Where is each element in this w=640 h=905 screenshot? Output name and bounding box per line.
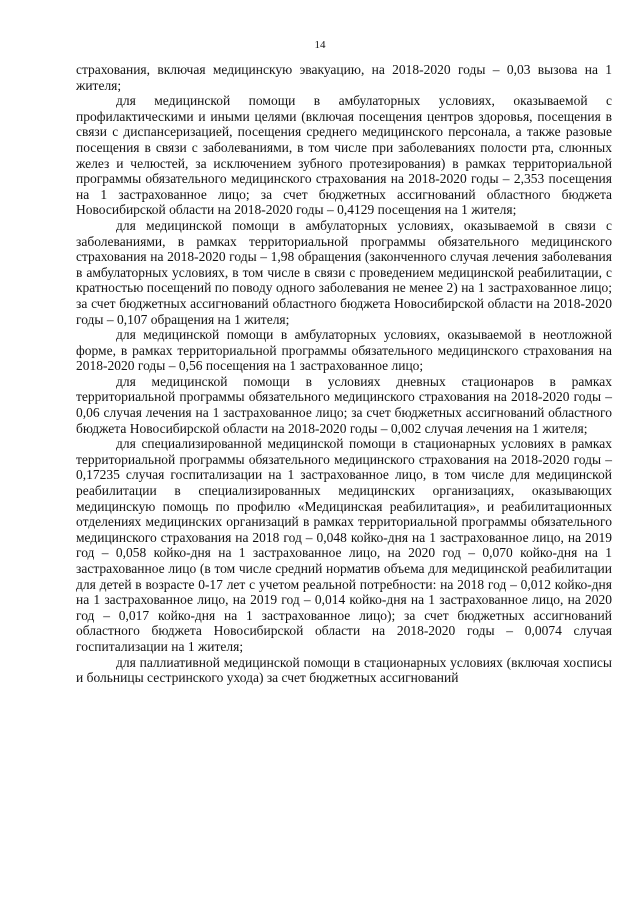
- paragraph-ambulatory-urgent: для медицинской помощи в амбулаторных условиях, оказываемой в неотложной форме, в рамках территориальной программы обязательного медицинского страхования на 2018-2020 годы – 0,56 посещения на 1 застрахованное лицо;: [76, 327, 612, 374]
- paragraph-day-hospital: для медицинской помощи в условиях дневных стационаров в рамках территориальной программы обязательного медицинского страхования на 2018-2020 годы – 0,06 случая лечения на 1 застрахованное лицо; за счет бюджетных ассигнований областного бюджета Новосибирской области на 2018-2020 годы – 0,002 случая лечения на 1 жителя;: [76, 373, 612, 436]
- paragraph-ambulatory-preventive: для медицинской помощи в амбулаторных условиях, оказываемой с профилактическими и иными целями (включая посещения центров здоровья, посещения в связи с диспансеризацией, посещения среднего медицинского персонала, а также разовые посещения в связи с заболеваниями, в том числе при заболеваниях полости рта, слюнных желез и челюстей, за исключением зубного протезирования) в рамках территориальной программы обязательного медицинского страхования на 2018-2020 годы – 2,353 посещения на 1 застрахованное лицо; за счет бюджетных ассигнований областного бюджета Новосибирской области на 2018-2020 годы – 0,4129 посещения на 1 жителя;: [76, 93, 612, 218]
- paragraph-specialized-inpatient: для специализированной медицинской помощи в стационарных условиях в рамках территориальной программы обязательного медицинского страхования на 2018-2020 годы – 0,17235 случая госпитализации на 1 застрахованное лицо, в том числе для медицинской реабилитации в специализированных медицинских организациях, оказывающих медицинскую помощь по профилю «Медицинская реабилитация», и реабилитационных отделениях медицинских организаций в рамках территориальной программы обязательного медицинского страхования на 2018 год – 0,048 койко-дня на 1 застрахованное лицо, на 2019 год – 0,058 койко-дня на 1 застрахованное лицо, на 2020 год – 0,070 койко-дня на 1 застрахованное лицо (в том числе средний норматив объема для медицинской реабилитации для детей в возрасте 0-17 лет с учетом реальной потребности: на 2018 год – 0,012 койко-дня на 1 застрахованное лицо, на 2019 год – 0,014 койко-дня на 1 застрахованное лицо, на 2020 год – 0,017 койко-дня на 1 застрахованное лицо); за счет бюджетных ассигнований областного бюджета Новосибирской области на 2018-2020 годы – 0,0074 случая госпитализации на 1 жителя;: [76, 436, 612, 654]
- page-number: 14: [314, 39, 326, 51]
- document-body: [76, 62, 612, 686]
- paragraph-palliative-care: для паллиативной медицинской помощи в стационарных условиях (включая хосписы и больницы сестринского ухода) за счет бюджетных ассигнований: [76, 654, 612, 686]
- paragraph-continuation: страхования, включая медицинскую эвакуацию, на 2018-2020 годы – 0,03 вызова на 1 жителя;: [76, 62, 612, 93]
- paragraph-ambulatory-diseases: для медицинской помощи в амбулаторных условиях, оказываемой в связи с заболеваниями, в рамках территориальной программы обязательного медицинского страхования на 2018-2020 годы – 1,98 обращения (законченного случая лечения заболевания в амбулаторных условиях, в том числе в связи с проведением медицинской реабилитации, с кратностью посещений по поводу одного заболевания не менее 2) на 1 застрахованное лицо; за счет бюджетных ассигнований областного бюджета Новосибирской области на 2018-2020 годы – 0,107 обращения на 1 жителя;: [76, 217, 612, 327]
